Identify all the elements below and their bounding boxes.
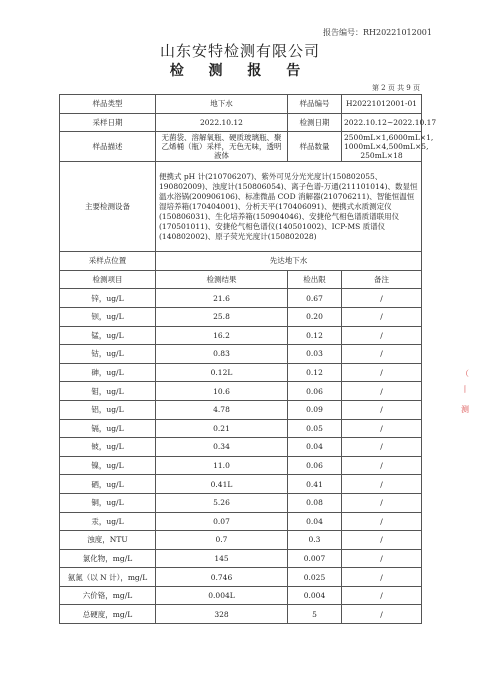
cell-limit: 0.004 <box>288 586 342 605</box>
cell-note: / <box>342 345 422 364</box>
sampling-point-label: 采样点位置 <box>60 252 156 271</box>
cell-item: 钴，ug/L <box>60 345 156 364</box>
cell-limit: 0.06 <box>288 456 342 475</box>
cell-note: / <box>342 400 422 419</box>
cell-note: / <box>342 549 422 568</box>
cell-note: / <box>342 363 422 382</box>
column-header-result: 检测结果 <box>156 270 288 289</box>
sample-type-row <box>60 95 422 114</box>
cell-item: 氨氮（以 N 计），mg/L <box>60 568 156 587</box>
cell-item: 汞，ug/L <box>60 512 156 531</box>
cell-note: / <box>342 307 422 326</box>
cell-result: 16.2 <box>156 326 288 345</box>
cell-result: 0.83 <box>156 345 288 364</box>
cell-note: / <box>342 289 422 308</box>
cell-limit: 0.12 <box>288 363 342 382</box>
sample-no-label: 样品编号 <box>288 95 342 114</box>
cell-limit: 0.06 <box>288 382 342 401</box>
cell-item: 钼，ug/L <box>60 382 156 401</box>
cell-item: 铝，ug/L <box>60 400 156 419</box>
cell-result: 21.6 <box>156 289 288 308</box>
table-row <box>60 289 422 308</box>
test-date-value: 2022.10.12~2022.10.17 <box>342 113 422 132</box>
cell-limit: 0.12 <box>288 326 342 345</box>
company-name: 山东安特检测有限公司 <box>159 42 320 60</box>
table-row <box>60 531 422 550</box>
cell-item: 浊度，NTU <box>60 531 156 550</box>
cell-item: 硒，ug/L <box>60 475 156 494</box>
report-number: 报告编号：RH20221012001 <box>323 28 432 37</box>
sample-type-label: 样品类型 <box>60 95 156 114</box>
cell-result: 0.12L <box>156 363 288 382</box>
cell-note: / <box>342 493 422 512</box>
cell-result: 25.8 <box>156 307 288 326</box>
date-row <box>60 113 422 132</box>
cell-limit: 0.08 <box>288 493 342 512</box>
sampling-date-label: 采样日期 <box>60 113 156 132</box>
table-row <box>60 568 422 587</box>
quantity-value: 2500mL×1,6000mL×1, 1000mL×4,500mL×5, 250mL×18 <box>342 132 422 162</box>
cell-result: 5.26 <box>156 493 288 512</box>
sampling-point-value: 先达地下水 <box>156 252 422 271</box>
table-row <box>60 475 422 494</box>
table-row <box>60 586 422 605</box>
cell-result: 10.6 <box>156 382 288 401</box>
cell-result: 0.07 <box>156 512 288 531</box>
table-row <box>60 326 422 345</box>
table-row <box>60 549 422 568</box>
cell-item: 铜，ug/L <box>60 493 156 512</box>
cell-note: / <box>342 419 422 438</box>
column-header-limit: 检出限 <box>288 270 342 289</box>
table-row <box>60 400 422 419</box>
sample-type-value: 地下水 <box>156 95 288 114</box>
sampling-point-row <box>60 252 422 271</box>
side-stamp-mark: 丨 <box>461 385 469 394</box>
report-table <box>59 94 437 624</box>
cell-item: 砷，ug/L <box>60 363 156 382</box>
cell-limit: 0.05 <box>288 419 342 438</box>
cell-item: 钡，ug/L <box>60 307 156 326</box>
description-value: 无菌袋、溶解氧瓶、硬质玻璃瓶、聚乙烯桶（瓶）采样，无色无味，透明液体 <box>156 132 288 162</box>
cell-item: 镉，ug/L <box>60 419 156 438</box>
cell-result: 0.004L <box>156 586 288 605</box>
quantity-label: 样品数量 <box>288 132 342 162</box>
cell-result: 0.21 <box>156 419 288 438</box>
cell-limit: 0.025 <box>288 568 342 587</box>
equipment-value: 便携式 pH 计(210706207)、紫外可见分光光度计(150802055、190802009)、浊度计(150806054)、离子色谱-万通(211101014)、数显恒温水浴锅(200906106)、标准微晶 COD 消解器(210706211)、智能恒温恒湿培养箱(170404001)、分析天平(170406091)、便携式水质测定仪(150806031)、生化培养箱(150904046)、安捷伦气相色谱质谱联用仪(170501011)、安捷伦气相色谱仪(140501002)、ICP-MS 质谱仪(140802002)、原子荧光光度计(150802028) <box>156 162 422 252</box>
table-row <box>60 605 422 624</box>
cell-result: 0.41L <box>156 475 288 494</box>
cell-item: 六价铬，mg/L <box>60 586 156 605</box>
cell-limit: 0.04 <box>288 512 342 531</box>
cell-result: 11.0 <box>156 456 288 475</box>
side-stamp-mark: 测 <box>461 405 469 414</box>
cell-result: 145 <box>156 549 288 568</box>
cell-limit: 0.03 <box>288 345 342 364</box>
cell-note: / <box>342 586 422 605</box>
cell-result: 0.7 <box>156 531 288 550</box>
cell-result: 4.78 <box>156 400 288 419</box>
cell-item: 铍，ug/L <box>60 438 156 457</box>
cell-note: / <box>342 605 422 624</box>
equipment-row <box>60 162 422 252</box>
table-row <box>60 345 422 364</box>
description-row <box>60 132 422 162</box>
cell-note: / <box>342 382 422 401</box>
cell-note: / <box>342 568 422 587</box>
cell-item: 镍，ug/L <box>60 456 156 475</box>
column-header-note: 备注 <box>342 270 422 289</box>
cell-limit: 0.09 <box>288 400 342 419</box>
cell-note: / <box>342 475 422 494</box>
cell-result: 0.746 <box>156 568 288 587</box>
cell-limit: 0.20 <box>288 307 342 326</box>
cell-item: 总硬度，mg/L <box>60 605 156 624</box>
column-header-item: 检测项目 <box>60 270 156 289</box>
table-row <box>60 512 422 531</box>
sampling-date-value: 2022.10.12 <box>156 113 288 132</box>
table-row <box>60 438 422 457</box>
description-label: 样品描述 <box>60 132 156 162</box>
cell-limit: 0.04 <box>288 438 342 457</box>
cell-item: 锌，ug/L <box>60 289 156 308</box>
table-row <box>60 419 422 438</box>
test-date-label: 检测日期 <box>288 113 342 132</box>
table-row <box>60 493 422 512</box>
table-row <box>60 456 422 475</box>
cell-result: 0.34 <box>156 438 288 457</box>
page-count: 第 2 页 共 9 页 <box>371 84 420 92</box>
cell-limit: 0.3 <box>288 531 342 550</box>
cell-note: / <box>342 531 422 550</box>
table-row <box>60 382 422 401</box>
table-row <box>60 363 422 382</box>
cell-note: / <box>342 438 422 457</box>
equipment-label: 主要检测设备 <box>60 162 156 252</box>
cell-limit: 0.67 <box>288 289 342 308</box>
table-row <box>60 307 422 326</box>
cell-note: / <box>342 326 422 345</box>
cell-item: 氯化物，mg/L <box>60 549 156 568</box>
cell-limit: 0.41 <box>288 475 342 494</box>
cell-limit: 5 <box>288 605 342 624</box>
report-title: 检 测 报 告 <box>169 63 311 79</box>
cell-result: 328 <box>156 605 288 624</box>
cell-note: / <box>342 456 422 475</box>
cell-note: / <box>342 512 422 531</box>
column-header-row <box>60 270 422 289</box>
side-stamp-mark: （ <box>461 369 469 378</box>
cell-item: 锰，ug/L <box>60 326 156 345</box>
sample-no-value: H20221012001-01 <box>342 95 422 114</box>
cell-limit: 0.007 <box>288 549 342 568</box>
